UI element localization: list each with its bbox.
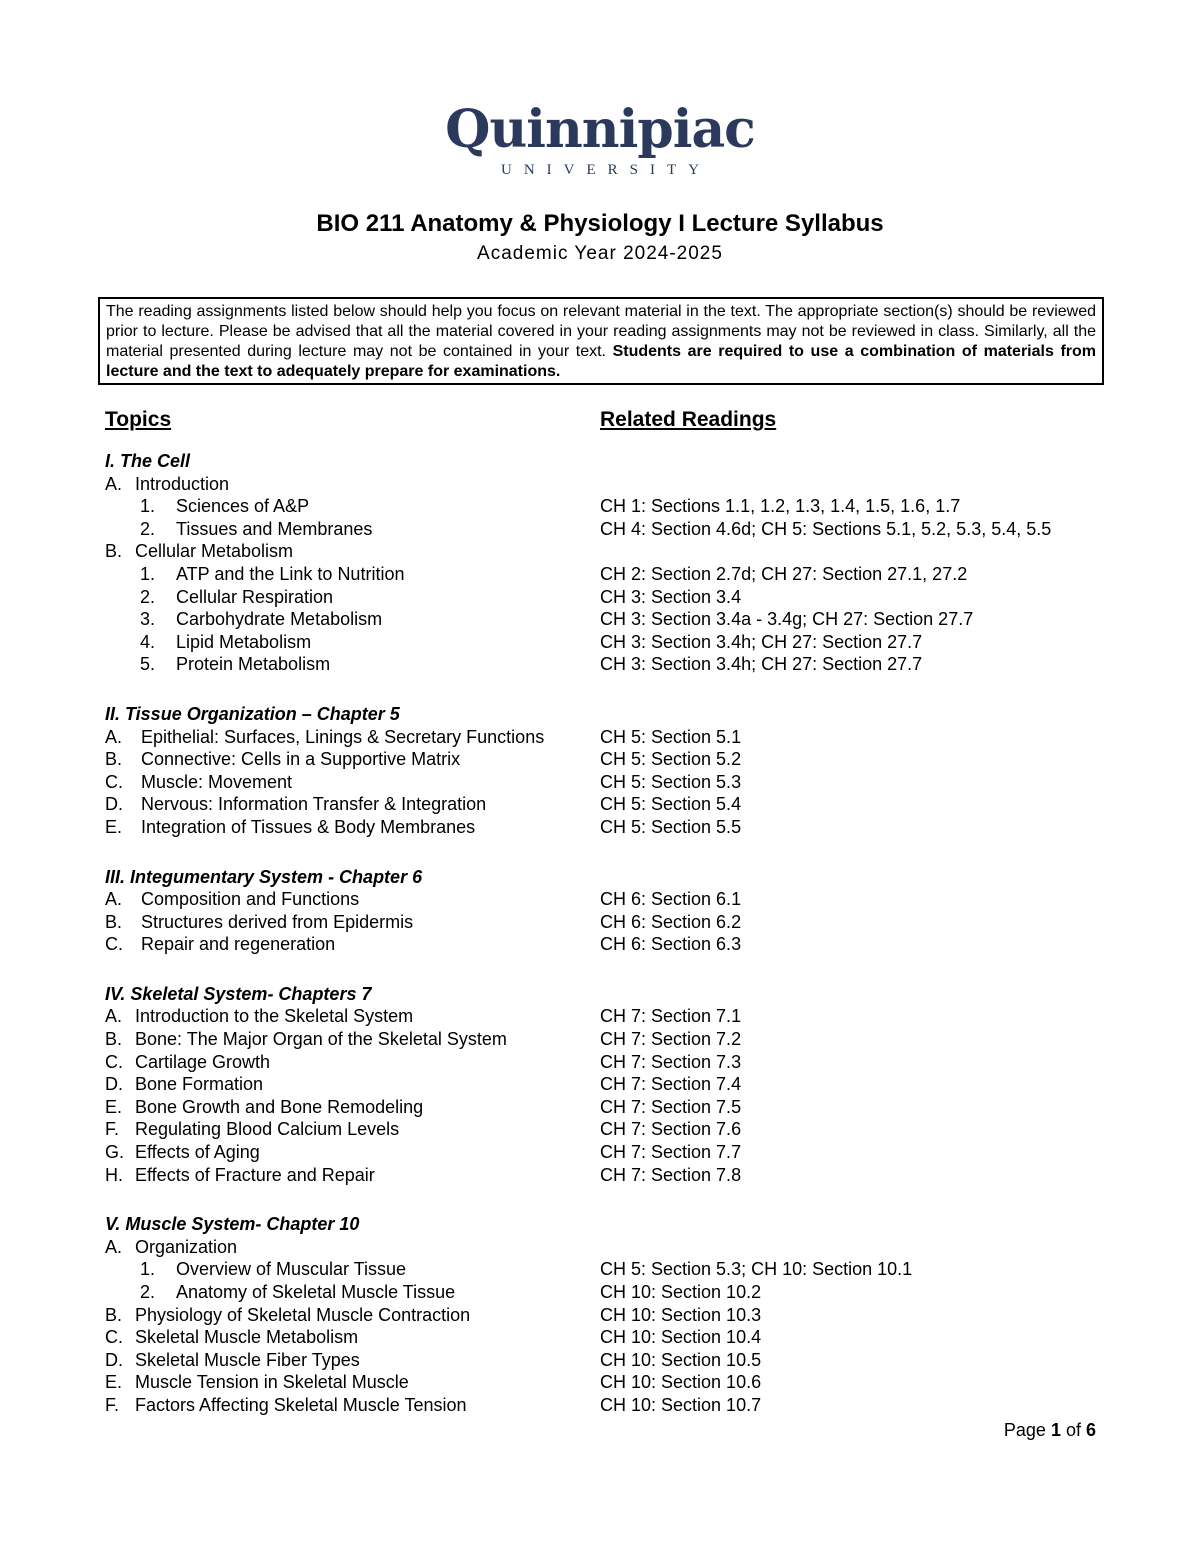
topic-row <box>0 1118 1200 1141</box>
topic-label <box>105 1326 358 1349</box>
topic-marker: 1. <box>140 496 156 517</box>
page-current: 1 <box>1050 1420 1061 1440</box>
reading-reference: CH 7: Section 7.7 <box>600 1142 742 1163</box>
topic-label <box>105 1028 507 1051</box>
topic-text: Cellular Metabolism <box>135 541 294 562</box>
topic-marker: F. <box>105 1119 120 1140</box>
topic-marker: E. <box>105 816 123 837</box>
topic-marker: 5. <box>140 654 156 675</box>
topic-label <box>140 1258 406 1281</box>
topic-marker: 2. <box>140 518 156 539</box>
topic-marker: E. <box>105 1096 123 1117</box>
topic-text: Carbohydrate Metabolism <box>176 609 383 630</box>
page-middle: of <box>1060 1420 1086 1440</box>
topic-text: Connective: Cells in a Supportive Matrix <box>141 749 461 770</box>
topic-label <box>105 1394 467 1417</box>
topic-marker: D. <box>105 1074 123 1095</box>
reading-reference: CH 10: Section 10.6 <box>600 1372 762 1393</box>
topic-label <box>140 653 330 676</box>
topic-marker: E. <box>105 1372 123 1393</box>
section-heading <box>0 450 1200 473</box>
topic-text: Sciences of A&P <box>176 496 310 517</box>
topic-marker: B. <box>105 1029 123 1050</box>
page-total: 6 <box>1085 1420 1096 1440</box>
reading-reference: CH 3: Section 3.4h; CH 27: Section 27.7 <box>600 631 923 652</box>
topic-label <box>105 1236 237 1259</box>
academic-year: Academic Year 2024-2025 <box>477 243 723 264</box>
topic-marker: C. <box>105 1327 123 1348</box>
topic-text: Overview of Muscular Tissue <box>176 1259 407 1280</box>
section-heading <box>0 866 1200 889</box>
reading-reference: CH 10: Section 10.7 <box>600 1394 762 1415</box>
topic-row <box>0 1005 1200 1028</box>
reading-reference: CH 5: Section 5.4 <box>600 794 742 815</box>
notice-bold-text: Students are required to use a combination of materials from lecture and the text to adequately prepare for examinations. <box>106 343 1097 380</box>
topic-text: Physiology of Skeletal Muscle Contraction <box>135 1304 471 1325</box>
topic-row <box>0 1028 1200 1051</box>
topic-row <box>0 793 1200 816</box>
subtopic-row <box>0 1281 1200 1304</box>
topic-label <box>105 1141 260 1164</box>
topic-marker: B. <box>105 911 123 932</box>
topic-row <box>0 540 1200 563</box>
subtopic-row <box>0 653 1200 676</box>
topic-text: Muscle: Movement <box>141 771 293 792</box>
topic-row <box>0 1236 1200 1259</box>
topic-label <box>140 608 382 631</box>
topic-text: Cellular Respiration <box>176 586 334 607</box>
subtopic-row <box>0 631 1200 654</box>
topic-text: Protein Metabolism <box>176 654 331 675</box>
topic-text: Regulating Blood Calcium Levels <box>135 1119 400 1140</box>
page-number <box>1004 1420 1096 1441</box>
topic-label <box>105 540 293 563</box>
topic-label <box>105 1304 470 1327</box>
reading-reference: CH 6: Section 6.3 <box>600 934 742 955</box>
topic-text: Effects of Fracture and Repair <box>135 1164 375 1185</box>
topic-row <box>0 1349 1200 1372</box>
topic-label <box>105 1349 360 1372</box>
section-spacer <box>0 956 1200 983</box>
subtopic-row <box>0 608 1200 631</box>
reading-reference: CH 3: Section 3.4h; CH 27: Section 27.7 <box>600 654 923 675</box>
section-heading-text: V. Muscle System- Chapter 10 <box>105 1214 360 1235</box>
topic-label <box>105 1005 413 1028</box>
topic-row <box>0 771 1200 794</box>
topic-text: ATP and the Link to Nutrition <box>176 563 405 584</box>
topic-marker: A. <box>105 1006 123 1027</box>
reading-reference: CH 7: Section 7.4 <box>600 1074 742 1095</box>
topic-row <box>0 1164 1200 1187</box>
reading-reference: CH 6: Section 6.2 <box>600 911 742 932</box>
topic-label <box>140 518 372 541</box>
section-spacer <box>0 676 1200 703</box>
topic-label <box>105 1371 409 1394</box>
topic-label <box>105 793 486 816</box>
topic-marker: A. <box>105 1236 123 1257</box>
section-heading <box>0 1213 1200 1236</box>
topic-label <box>105 816 475 839</box>
topic-text: Bone Growth and Bone Remodeling <box>135 1096 424 1117</box>
topic-marker: B. <box>105 1304 123 1325</box>
topic-label <box>105 1051 270 1074</box>
topic-row <box>0 933 1200 956</box>
topic-label <box>105 1073 263 1096</box>
topic-label <box>105 473 229 496</box>
topic-text: Tissues and Membranes <box>176 518 373 539</box>
topic-label <box>105 1164 375 1187</box>
topic-text: Repair and regeneration <box>141 934 336 955</box>
reading-reference: CH 6: Section 6.1 <box>600 889 742 910</box>
topic-text: Skeletal Muscle Metabolism <box>135 1327 359 1348</box>
section-spacer <box>0 1186 1200 1213</box>
topic-row <box>0 1304 1200 1327</box>
topic-label <box>140 563 404 586</box>
topic-label <box>105 888 359 911</box>
section-heading-text: I. The Cell <box>105 451 191 471</box>
topic-marker: 4. <box>140 631 156 652</box>
topic-marker: 1. <box>140 1259 156 1280</box>
reading-reference: CH 7: Section 7.1 <box>600 1006 742 1027</box>
topic-label <box>105 1096 423 1119</box>
reading-reference: CH 5: Section 5.5 <box>600 816 742 837</box>
topic-marker: F. <box>105 1394 120 1415</box>
topic-text: Structures derived from Epidermis <box>141 911 414 932</box>
topic-marker: 3. <box>140 609 156 630</box>
subtopic-row <box>0 495 1200 518</box>
topic-marker: B. <box>105 541 123 562</box>
topic-marker: D. <box>105 1349 123 1370</box>
logo-subline: UNIVERSITY <box>501 162 711 178</box>
section-heading <box>0 983 1200 1006</box>
topic-label <box>140 631 311 654</box>
subtopic-row <box>0 1258 1200 1281</box>
topic-marker: B. <box>105 749 123 770</box>
reading-reference: CH 10: Section 10.4 <box>600 1327 762 1348</box>
topic-row <box>0 1073 1200 1096</box>
topic-marker: D. <box>105 794 123 815</box>
topic-text: Bone: The Major Organ of the Skeletal System <box>135 1029 507 1050</box>
topic-marker: A. <box>105 726 123 747</box>
topic-label <box>140 1281 455 1304</box>
reading-reference: CH 10: Section 10.5 <box>600 1349 762 1370</box>
topic-label <box>105 1118 399 1141</box>
reading-reference: CH 2: Section 2.7d; CH 27: Section 27.1, 27.2 <box>600 563 968 584</box>
reading-reference: CH 3: Section 3.4a - 3.4g; CH 27: Section 27.7 <box>600 609 974 630</box>
topic-row <box>0 1371 1200 1394</box>
topic-text: Bone Formation <box>135 1074 264 1095</box>
subtopic-row <box>0 518 1200 541</box>
syllabus-table <box>0 450 1200 1417</box>
topic-label <box>140 495 309 518</box>
section-heading-text: III. Integumentary System - Chapter 6 <box>105 866 423 887</box>
subtopic-row <box>0 563 1200 586</box>
topic-row <box>0 911 1200 934</box>
topic-text: Composition and Functions <box>141 889 360 910</box>
topic-row <box>0 1141 1200 1164</box>
topic-text: Anatomy of Skeletal Muscle Tissue <box>176 1282 456 1302</box>
topic-text: Muscle Tension in Skeletal Muscle <box>135 1372 409 1393</box>
topic-label <box>105 933 335 956</box>
topic-row <box>0 816 1200 839</box>
reading-reference: CH 4: Section 4.6d; CH 5: Sections 5.1, 5.2, 5.3, 5.4, 5.5 <box>600 518 1052 539</box>
topic-label <box>105 771 292 794</box>
page-prefix: Page <box>1003 1420 1051 1440</box>
topic-row <box>0 1051 1200 1074</box>
section-heading <box>0 703 1200 726</box>
section-spacer <box>0 839 1200 866</box>
topic-text: Introduction <box>135 473 230 494</box>
section-heading-text: IV. Skeletal System- Chapters 7 <box>105 983 372 1004</box>
readings-header: Related Readings <box>600 408 777 431</box>
topic-text: Nervous: Information Transfer & Integration <box>141 794 487 815</box>
topic-text: Skeletal Muscle Fiber Types <box>135 1349 360 1370</box>
reading-reference: CH 5: Section 5.2 <box>600 749 742 770</box>
topic-label <box>105 726 544 749</box>
topic-text: Effects of Aging <box>135 1142 260 1163</box>
reading-reference: CH 3: Section 3.4 <box>600 586 742 607</box>
reading-reference: CH 5: Section 5.3; CH 10: Section 10.1 <box>600 1259 913 1280</box>
reading-reference: CH 5: Section 5.1 <box>600 726 742 747</box>
section-heading-text: II. Tissue Organization – Chapter 5 <box>105 703 400 724</box>
topic-marker: 2. <box>140 1282 156 1302</box>
university-logo <box>0 100 1200 180</box>
topic-label <box>105 911 413 934</box>
topic-marker: C. <box>105 1051 123 1072</box>
topic-marker: 2. <box>140 586 156 607</box>
reading-reference: CH 7: Section 7.2 <box>600 1029 742 1050</box>
topic-row <box>0 473 1200 496</box>
topic-marker: A. <box>105 889 123 910</box>
topic-marker: 1. <box>140 563 156 584</box>
subtopic-row <box>0 586 1200 609</box>
reading-reference: CH 10: Section 10.2 <box>600 1282 762 1302</box>
logo-wordmark: Quinnipiac <box>445 99 755 160</box>
topic-label <box>140 586 333 609</box>
reading-reference: CH 1: Sections 1.1, 1.2, 1.3, 1.4, 1.5, 1.6, 1.7 <box>600 496 961 517</box>
topic-row <box>0 726 1200 749</box>
reading-reference: CH 7: Section 7.3 <box>600 1051 742 1072</box>
topic-row <box>0 1096 1200 1119</box>
topic-marker: C. <box>105 934 123 955</box>
notice-text: The reading assignments listed below should help you focus on relevant material in the text. The appropriate section(s) should be reviewed prior to lecture. Please be advised that all the material covered in your reading assignments may not be reviewed in class. Similarly, all the material presented during lecture may not be contained in your text. <box>106 303 1096 360</box>
topic-row <box>0 1326 1200 1349</box>
topic-row <box>0 748 1200 771</box>
reading-notice <box>98 297 1104 385</box>
topic-text: Factors Affecting Skeletal Muscle Tension <box>135 1394 467 1415</box>
syllabus-title: BIO 211 Anatomy & Physiology I Lecture Syllabus <box>316 210 884 237</box>
topic-text: Integration of Tissues & Body Membranes <box>141 816 476 837</box>
reading-reference: CH 5: Section 5.3 <box>600 771 742 792</box>
topic-label <box>105 748 460 771</box>
topic-text: Lipid Metabolism <box>176 631 312 652</box>
topic-text: Cartilage Growth <box>135 1051 271 1072</box>
topic-marker: G. <box>105 1142 125 1163</box>
topic-marker: H. <box>105 1164 123 1185</box>
reading-reference: CH 7: Section 7.8 <box>600 1164 742 1185</box>
topic-row <box>0 1394 1200 1417</box>
reading-reference: CH 7: Section 7.6 <box>600 1119 742 1140</box>
topic-text: Epithelial: Surfaces, Linings & Secretary Functions <box>141 726 545 747</box>
topic-text: Introduction to the Skeletal System <box>135 1006 414 1027</box>
topic-marker: A. <box>105 473 123 494</box>
topic-marker: C. <box>105 771 123 792</box>
topic-text: Organization <box>135 1236 238 1257</box>
topics-header: Topics <box>105 408 172 431</box>
reading-reference: CH 7: Section 7.5 <box>600 1096 742 1117</box>
reading-reference: CH 10: Section 10.3 <box>600 1304 762 1325</box>
topic-row <box>0 888 1200 911</box>
